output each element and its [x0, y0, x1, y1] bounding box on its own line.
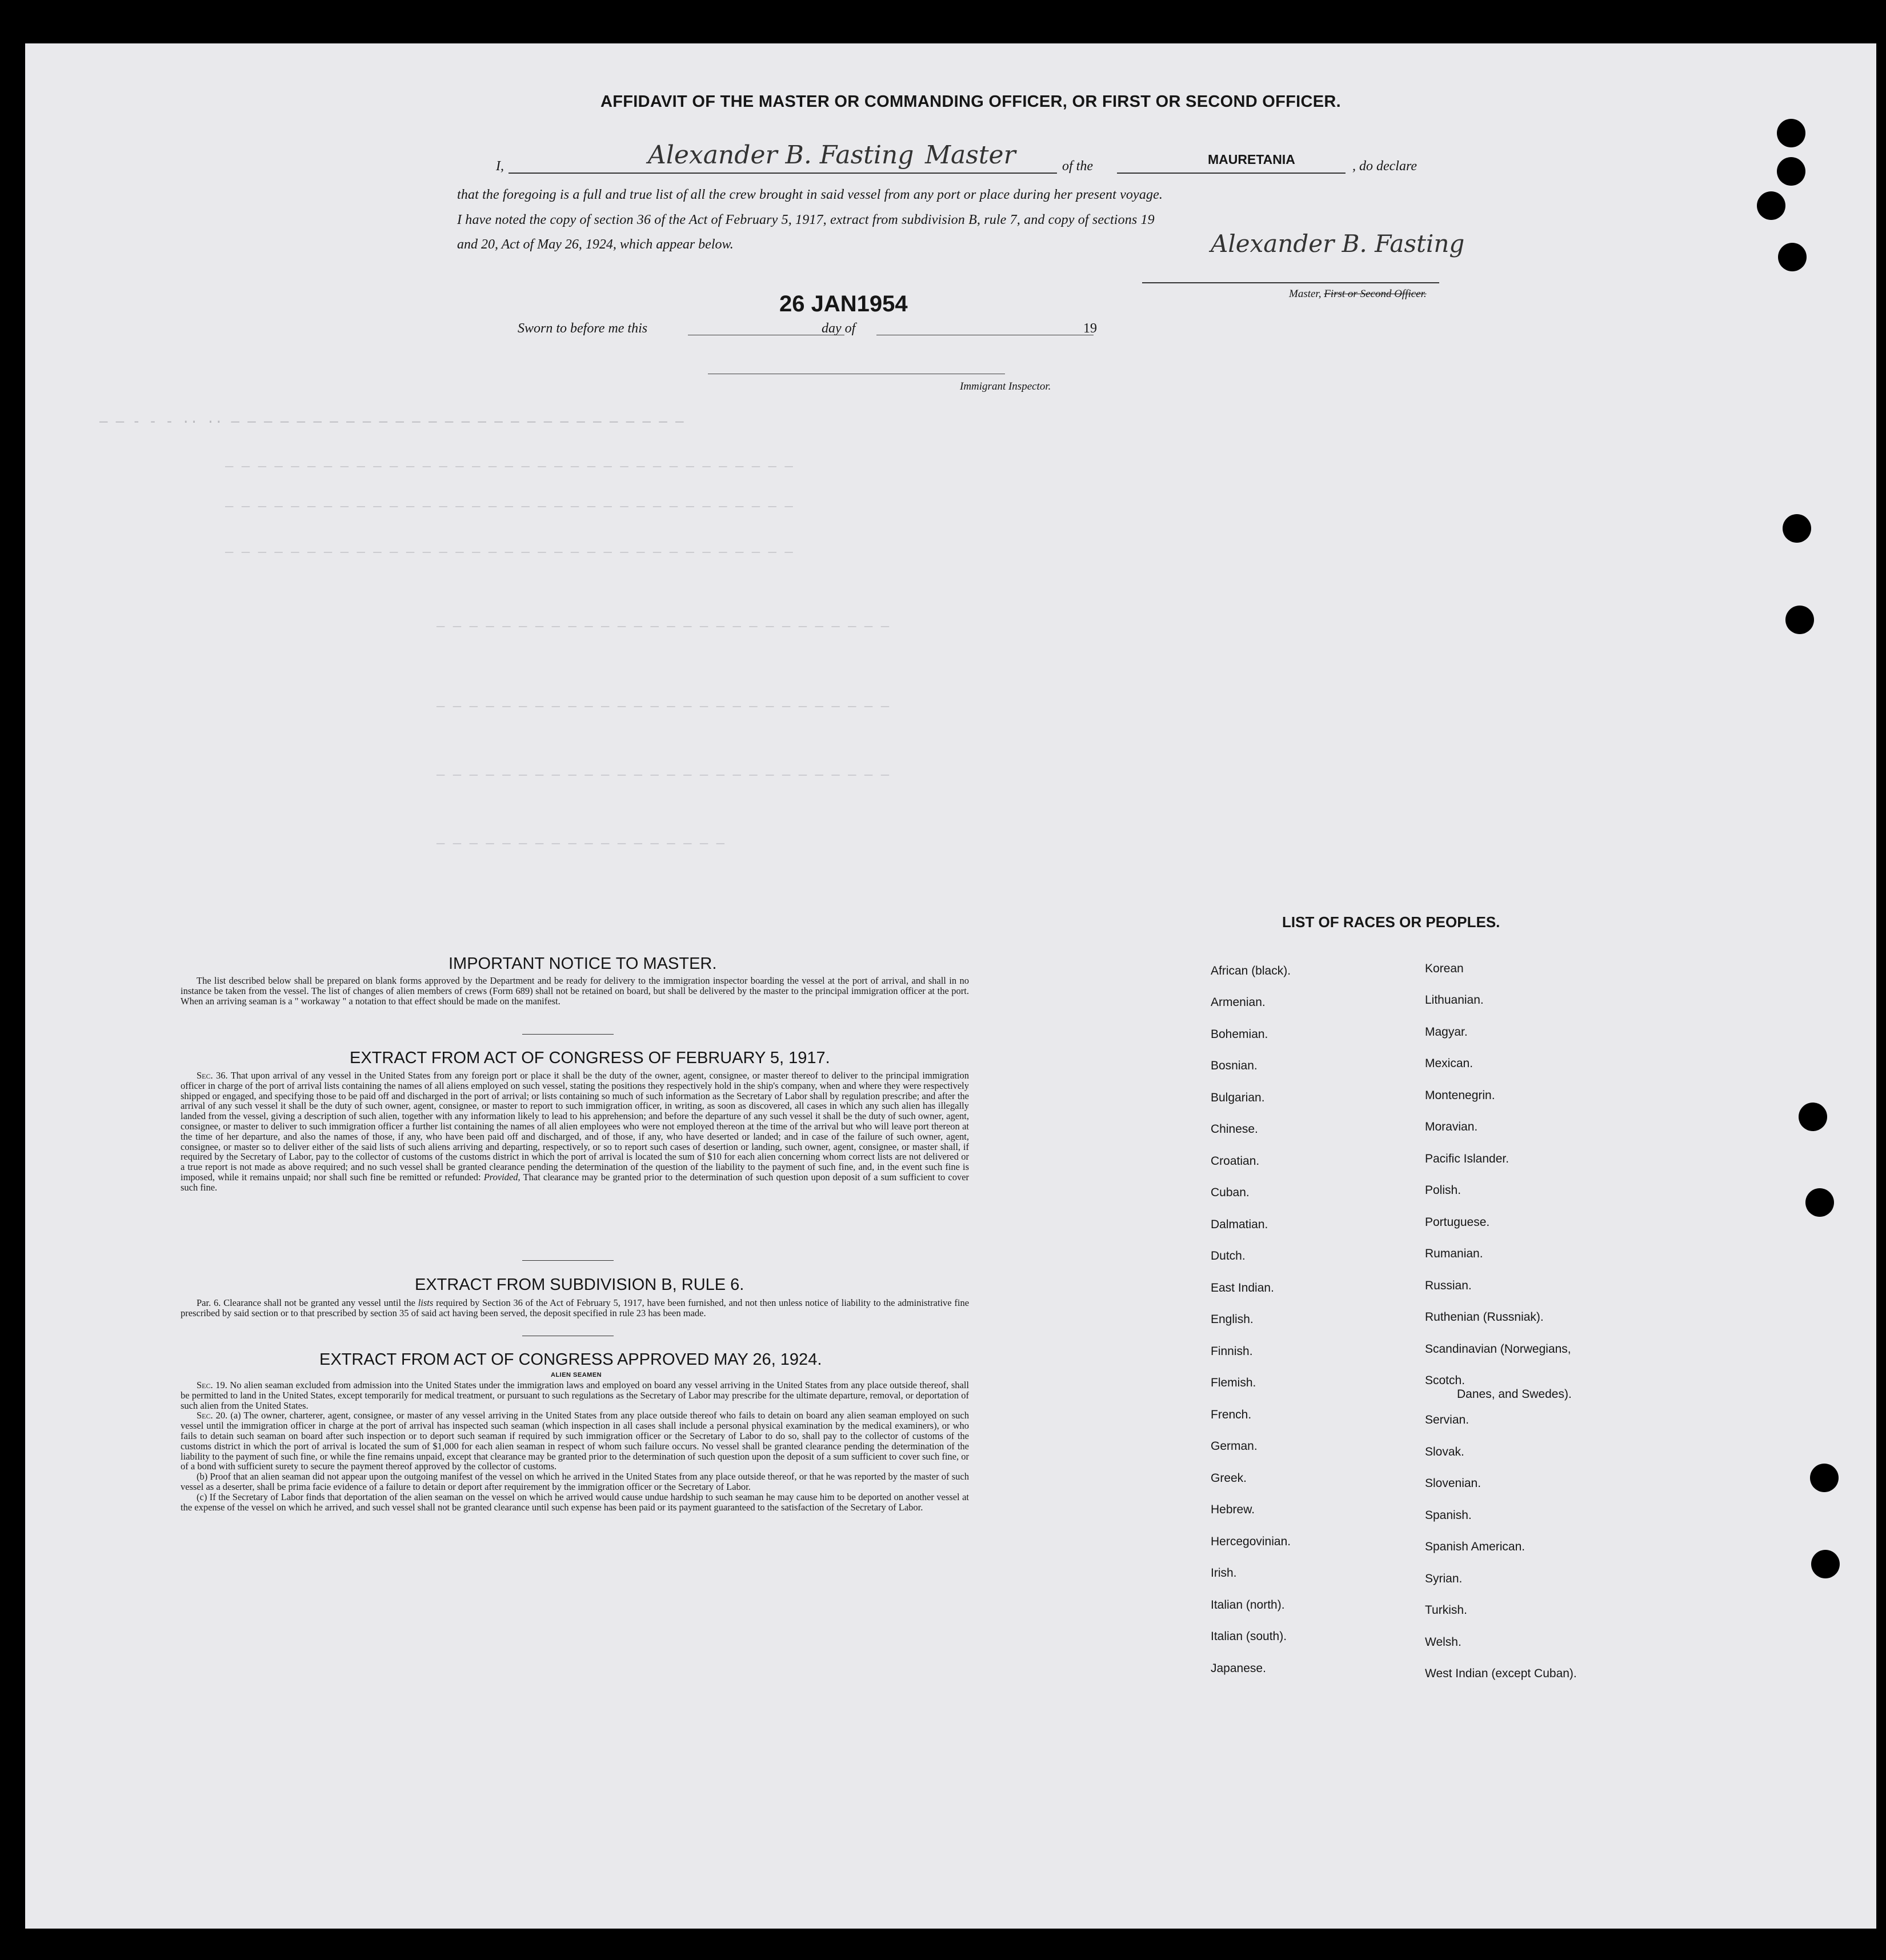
vessel-blank — [1117, 173, 1346, 174]
extract-1924-subtitle: ALIEN SEAMEN — [551, 1372, 602, 1378]
punch-hole — [1777, 157, 1805, 186]
punch-hole — [1810, 1464, 1839, 1492]
extract-1917-text: That upon arrival of any vessel in the United States from any foreign port or place it shall be the duty of the owner, agent, consignee, or master thereof to deliver to the principal immigration officer in charge of the port of arrival lists containing the names of all aliens employed on such vessel, stating the positions they respectively hold in the ship's company, when and where they were respectively shipped or engaged, and specifying those to be paid off and discharged in the port of arrival; or lists containing so much of such information as the Secretary of Labor shall by regulation prescribe; and after the arrival of any such vessel it shall be the duty of such owner, agent, consignee, or master to report to such immigration officer, in writing, as soon as discovered, all cases in which any such alien has illegally landed from the vessel, giving a description of such alien, together with any information likely to lead to his apprehension; and before the departure of any such vessel it shall be the duty of such owner, agent, consignee, or master to deliver to such immigration officer a further list containing the names of all alien employees who were not employed thereon at the time of the arrival but who will leave port thereon at the time of her departure, and also the names of those, if any, who have been paid off and discharged, and of those, if any, who have deserted or landed; and in case of the failure of such owner, agent, consignee, or master so to deliver either of the said lists of such aliens arriving and departing, respectively, or so to report such cases of desertion or landing, such owner, agent, consignee, or master shall, if required by the Secretary of Labor, pay to the collector of customs of the customs district in which the port of arrival is located the sum of $10 for each alien concerning whom correct lists are not delivered or a true report is not made as above required; and no such vessel shall be granted clearance pending the determination of the question of the liability to the payment of such fine, and, in the event such fine is imposed, while it remains unpaid; nor shall such fine be remitted or refunded: — [181, 1070, 970, 1183]
ghost-bleed-line: _ _ _ _ _ _ _ _ _ _ _ _ _ _ _ _ _ _ _ _ _ _ _ _ _ _ _ _ — [437, 615, 890, 630]
race-left: German. — [1211, 1440, 1258, 1453]
race-right: Ruthenian (Russniak). — [1425, 1310, 1544, 1324]
ghost-bleed-line: _ _ _ _ _ _ _ _ _ _ _ _ _ _ _ _ _ _ — [437, 832, 725, 847]
day-of-text: day of — [822, 321, 856, 336]
ghost-bleed-line: _ _ _ _ _ _ _ _ _ _ _ _ _ _ _ _ _ _ _ _ _ _ _ _ _ _ _ _ — [437, 763, 890, 779]
subdivision-text: Par. 6. Clearance shall not be granted any vessel until the — [197, 1297, 415, 1308]
extract-1917-provided: Provided, — [483, 1171, 520, 1183]
extract-1924-paragraph — [181, 1380, 969, 1512]
signatory-master-label: Master, — [1289, 288, 1322, 300]
signatory-title — [1289, 288, 1427, 300]
race-left: Hebrew. — [1211, 1503, 1255, 1516]
race-left: Finnish. — [1211, 1345, 1253, 1358]
race-left: East Indian. — [1211, 1281, 1274, 1294]
race-right: Rumanian. — [1425, 1247, 1483, 1260]
ghost-bleed-line: _ _ _ _ _ _ _ _ _ _ _ _ _ _ _ _ _ _ _ _ _ _ _ _ _ _ _ _ _ _ _ _ _ _ _ — [225, 540, 793, 556]
extract-1917-sec-label: Sec. 36. — [197, 1070, 228, 1081]
subdivision-paragraph — [181, 1298, 969, 1318]
race-right: Spanish American. — [1425, 1540, 1525, 1553]
race-left: Bohemian. — [1211, 1028, 1268, 1041]
race-right: Spanish. — [1425, 1509, 1472, 1522]
punch-hole — [1777, 119, 1805, 147]
race-right: Mexican. — [1425, 1057, 1473, 1070]
race-right: Russian. — [1425, 1279, 1472, 1292]
race-left: Cuban. — [1211, 1186, 1250, 1199]
races-title: LIST OF RACES OR PEOPLES. — [1282, 913, 1500, 931]
race-right: Montenegrin. — [1425, 1089, 1495, 1102]
ghost-bleed-line: _ _ _ _ _ _ _ _ _ _ _ _ _ _ _ _ _ _ _ _ _ _ _ _ _ _ _ _ _ _ _ _ _ _ _ — [225, 495, 793, 510]
race-right-line: Scotch. — [1425, 1374, 1465, 1387]
extract-1924-title: EXTRACT FROM ACT OF CONGRESS APPROVED MAY 26, 1924. — [319, 1350, 822, 1369]
race-right: Scandinavian (Norwegians, — [1425, 1342, 1571, 1356]
race-left: African (black). — [1211, 964, 1291, 977]
notice-text: The list described below shall be prepared on blank forms approved by the Department and be ready for delivery to the immigration inspector boarding the vessel at the port of arrival, and shall in no instance be taken from the vessel. The list of changes of alien members of crews (Form 689) shall not be retained on board, but shall be delivered by the master to the principal immigration officer at the port. When an arriving seaman is a " workaway " a notation to that effect should be made on the manifest. — [181, 975, 969, 1007]
race-right-line-cont: Danes, and Swedes). — [1457, 1388, 1572, 1401]
punch-hole — [1785, 606, 1814, 634]
do-declare-text: , do declare — [1352, 159, 1417, 174]
punch-hole — [1778, 243, 1807, 271]
form-sheet — [25, 43, 1876, 1929]
race-left: Croatian. — [1211, 1155, 1260, 1168]
sec19-text: No alien seaman excluded from admission into the United States under the immigration laws and employed on board any vessel arriving in the United States from any place outside thereof, shall be permitted to land in the United States, except temporarily for medical treatment, or pursuant to such regulations as the Secretary of Labor may prescribe for the ultimate departure, removal, or deportation of such alien from the United States. — [181, 1380, 970, 1411]
punch-hole — [1811, 1550, 1840, 1578]
race-left: Italian (north). — [1211, 1598, 1285, 1612]
sec20b-text: (b) Proof that an alien seaman did not appear upon the outgoing manifest of the vessel on which he arrived in the United States from any place outside thereof, or that he was reported by the master of such vessel as a deserter, shall be prima facie evidence of a failure to detain or deport after requirement by the immigration officer or the Secretary of Labor. — [181, 1471, 969, 1492]
ghost-bleed-line: _ _ _ _ _ _ _ _ _ _ _ _ _ _ _ _ _ _ _ _ _ _ _ _ _ _ _ _ — [437, 695, 890, 710]
signatory-officer-struck: First or Second Officer. — [1324, 288, 1427, 300]
notice-title: IMPORTANT NOTICE TO MASTER. — [449, 955, 717, 973]
sec20-label: Sec. 20. — [197, 1410, 228, 1421]
race-left: French. — [1211, 1408, 1252, 1421]
master-signature-line1: Alexander B. Fasting — [648, 141, 914, 170]
race-right: Lithuanian. — [1425, 993, 1484, 1007]
punch-hole — [1757, 191, 1785, 220]
race-left: Dalmatian. — [1211, 1218, 1268, 1231]
race-left: Bulgarian. — [1211, 1091, 1265, 1104]
race-left: Hercegovinian. — [1211, 1535, 1291, 1548]
race-left: English. — [1211, 1313, 1254, 1326]
sec19-label: Sec. 19. — [197, 1380, 227, 1390]
affidavit-title: AFFIDAVIT OF THE MASTER OR COMMANDING OFFICER, OR FIRST OR SECOND OFFICER. — [600, 93, 1342, 111]
race-right: Turkish. — [1425, 1604, 1467, 1617]
race-right: Pacific Islander. — [1425, 1152, 1509, 1165]
sec20c-text: (c) If the Secretary of Labor finds that deportation of the alien seaman on the vessel on which he arrived would cause undue hardship to such seaman he may cause him to be deported on another vessel at the expense of the vessel on which he arrived, and such vessel shall not be granted clearance until such expense has been paid or its payment guaranteed to the satisfaction of the Secretary of Labor. — [181, 1491, 969, 1513]
race-left: Italian (south). — [1211, 1630, 1287, 1643]
subdivision-lists-word: lists — [418, 1297, 434, 1308]
race-right: Slovak. — [1425, 1445, 1464, 1458]
notice-paragraph — [181, 976, 969, 1006]
punch-hole — [1799, 1103, 1827, 1131]
race-left: Japanese. — [1211, 1662, 1266, 1675]
sec20a-text: (a) The owner, charterer, agent, consignee, or master of any vessel arriving in the United States from any place outside thereof who fails to detain on board any alien seaman employed on such vessel until the immigration officer in charge at the port of arrival has inspected such seaman (which inspection in all cases shall include a personal physical examination by the medical examiners), or who fails to detain such seaman on board after such inspection or to deport such seaman if required by such immigration officer or the Secretary of Labor to do so, shall pay to the collector of customs of the customs district in which the port of arrival is located the sum of $1,000 for each alien seaman in respect of whom such failure occurs. No vessel shall be granted clearance pending the determination of the liability to the payment of such fine, or while the fine remains unpaid, except that clearance may be granted prior to the determination of such question upon the deposit of a sum sufficient to cover such fine, or of a bond with sufficient surety to secure the payment thereof approved by the collector of customs. — [181, 1410, 969, 1472]
race-right: West Indian (except Cuban). — [1425, 1667, 1577, 1680]
affidavit-statement-line3: I have noted the copy of section 36 of the Act of February 5, 1917, extract from subdivision B, rule 7, and copy of sections 19 — [457, 213, 1155, 227]
race-right: Polish. — [1425, 1184, 1461, 1197]
race-right: Servian. — [1425, 1413, 1469, 1426]
rank-handwritten: Master — [925, 141, 1016, 170]
punch-hole — [1805, 1188, 1834, 1217]
race-right: Moravian. — [1425, 1120, 1478, 1133]
ghost-bleed-line: _ _ _ _ _ _ _ _ _ _ _ _ _ _ _ _ _ _ _ _ _ _ _ _ _ _ _ _ _ _ _ _ _ _ _ — [225, 455, 793, 470]
race-left: Dutch. — [1211, 1249, 1246, 1262]
year-prefix: 19 — [1083, 321, 1097, 336]
race-right — [1425, 1374, 1572, 1401]
extract-1917-divider — [522, 1260, 614, 1261]
extract-1917-title: EXTRACT FROM ACT OF CONGRESS OF FEBRUARY 5, 1917. — [350, 1049, 830, 1067]
affidavit-statement-line2: that the foregoing is a full and true list of all the crew brought in said vessel from any port or place during her present voyage. — [457, 187, 1163, 202]
race-left: Flemish. — [1211, 1376, 1256, 1389]
inspector-label: Immigrant Inspector. — [960, 380, 1051, 392]
sworn-text: Sworn to before me this — [518, 321, 648, 336]
race-left: Bosnian. — [1211, 1059, 1258, 1072]
extract-1917-text-end: That clearance may be granted prior to the determination of such question upon deposit of a sum sufficient to cover such fine. — [181, 1171, 970, 1193]
race-right: Portuguese. — [1425, 1216, 1490, 1229]
ghost-bleed-line: — — - - - ·· ·· — — — — — — — — — — — — — — — — — — — — — — — — — — — — — [99, 415, 684, 430]
race-right: Welsh. — [1425, 1636, 1461, 1649]
race-left: Greek. — [1211, 1472, 1247, 1485]
punch-hole — [1783, 514, 1811, 543]
vessel-name: MAURETANIA — [1208, 152, 1295, 167]
master-signature: Alexander B. Fasting — [1211, 230, 1465, 258]
race-left: Irish. — [1211, 1566, 1237, 1580]
declarant-pronoun: I, — [496, 159, 504, 174]
date-stamp: 26 JAN1954 — [779, 291, 908, 316]
race-left: Chinese. — [1211, 1123, 1258, 1136]
notice-divider — [522, 1034, 614, 1035]
race-right: Syrian. — [1425, 1572, 1463, 1585]
race-right: Slovenian. — [1425, 1477, 1481, 1490]
race-right: Korean — [1425, 962, 1464, 975]
name-blank — [508, 173, 1057, 174]
race-right: Magyar. — [1425, 1025, 1468, 1039]
subdivision-title: EXTRACT FROM SUBDIVISION B, RULE 6. — [415, 1276, 744, 1294]
extract-1917-paragraph — [181, 1071, 969, 1193]
subdivision-text-b: required by Section 36 of the Act of February 5, 1917, have been furnished, and not then unless notice of liability to the administrative fine prescribed by said section or to that prescribed by section 35 of said act having been served, the deposit specified in rule 23 has been made. — [181, 1297, 970, 1318]
race-left: Armenian. — [1211, 996, 1266, 1009]
of-the-text: of the — [1062, 159, 1093, 174]
affidavit-statement-line4: and 20, Act of May 26, 1924, which appear below. — [457, 237, 734, 252]
master-signature-line — [1142, 282, 1439, 283]
